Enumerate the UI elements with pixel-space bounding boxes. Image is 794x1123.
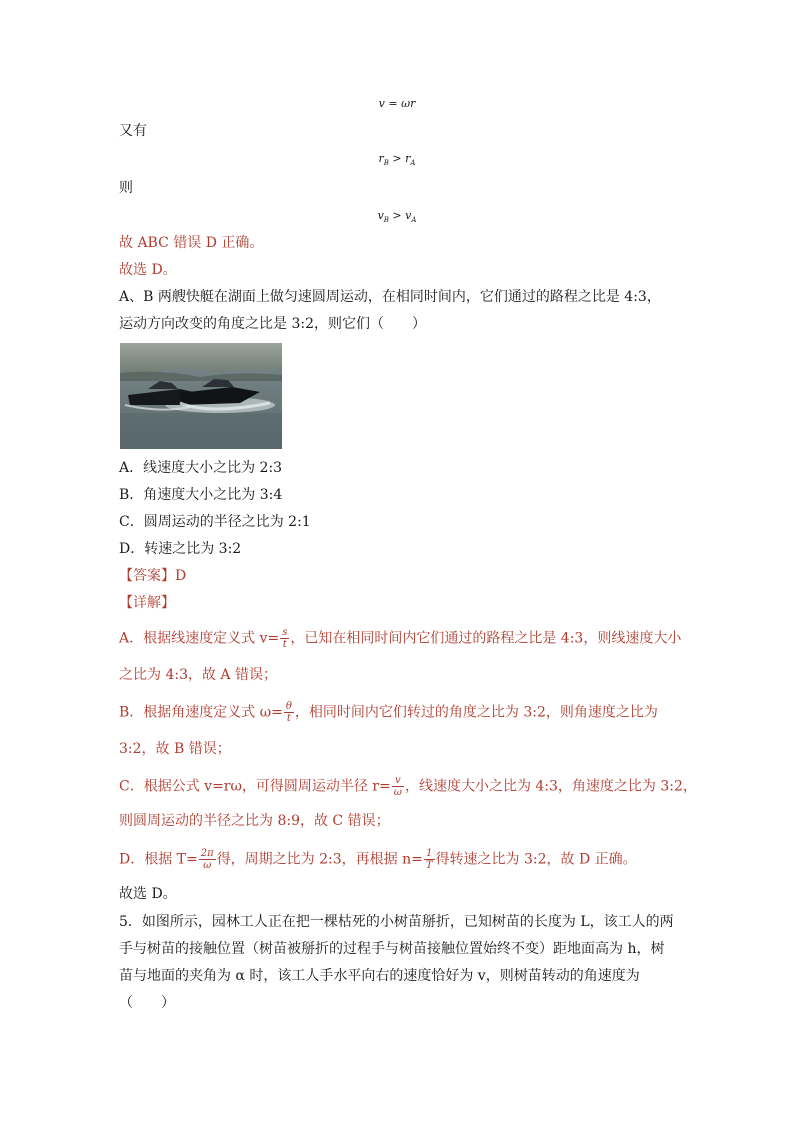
- formula-v-omega-r: v = ωr: [378, 97, 416, 110]
- q4-explain-b-line1: B．根据角速度定义式 ω= $\frac{\theta}{t}$ ，相同时间内它们转过的角度之比为 3:2，则角速度之比为: [119, 701, 658, 724]
- q4-option-c: C．圆周运动的半径之比为 2:1: [119, 514, 311, 530]
- q4-explain-a-line2: 之比为 4:3，故 A 错误；: [119, 667, 277, 683]
- fraction-v-over-omega: $\frac{v}{\omega}$: [393, 775, 402, 798]
- q4-explain-b-line2: 3:2，故 B 错误；: [119, 741, 231, 757]
- formula-rb-gt-ra: $r_B > r_A$: [378, 152, 416, 168]
- fraction-theta-over-t: $\frac{\theta}{t}$: [285, 701, 292, 724]
- q4-line2: 运动方向改变的角度之比是 3:2，则它们（ ）: [119, 316, 426, 332]
- fraction-1-over-t: $\frac{1}{T}$: [425, 848, 433, 871]
- prev-choose: 故选 D。: [119, 262, 177, 278]
- speedboats-photo: [120, 343, 282, 449]
- q4-choose: 故选 D。: [119, 886, 177, 902]
- q5-line2: 手与树苗的接触位置（树苗被掰折的过程手与树苗接触位置始终不变）距地面高为 h，树: [119, 941, 665, 957]
- q4-option-a: A．线速度大小之比为 2:3: [119, 460, 283, 476]
- fraction-s-over-t: $\frac{s}{t}$: [282, 627, 288, 650]
- q4-option-b: B．角速度大小之比为 3:4: [119, 487, 283, 503]
- q5-line3: 苗与地面的夹角为 α 时，该工人手水平向右的速度恰好为 v，则树苗转动的角速度为: [119, 968, 640, 984]
- prev-conclusion: 故 ABC 错误 D 正确。: [119, 235, 264, 251]
- q4-line1: A、B 两艘快艇在湖面上做匀速圆周运动，在相同时间内，它们通过的路程之比是 4:3，: [119, 289, 661, 305]
- q4-explain-d-line1: D．根据 T= $\frac{2\pi}{\omega}$ 得，周期之比为 2:3，再根据 n= $\frac{1}{T}$ 得转速之比为 3:2，故 D 正确。: [119, 848, 637, 871]
- q4-explain-c-line1: C．根据公式 v=rω，可得圆周运动半径 r= $\frac{v}{\omega}$ ，线速度大小之比为 4:3，角速度之比为 3:2，: [119, 775, 697, 798]
- formula-vb-gt-va: $v_B > v_A$: [377, 209, 417, 225]
- q4-answer: 【答案】D: [119, 568, 187, 584]
- q4-detail-heading: 【详解】: [119, 595, 175, 611]
- q4-option-d: D．转速之比为 3:2: [119, 541, 242, 557]
- text-then: 则: [119, 180, 133, 196]
- fraction-2pi-over-omega: $\frac{2\pi}{\omega}$: [200, 848, 214, 871]
- q5-line4: （ ）: [119, 995, 175, 1011]
- q4-explain-c-line2: 则圆周运动的半径之比为 8:9，故 C 错误；: [119, 813, 390, 829]
- q4-explain-a-line1: A．根据线速度定义式 v= $\frac{s}{t}$ ，已知在相同时间内它们通过的路程之比是 4:3，则线速度大小: [119, 627, 682, 650]
- q5-line1: 5．如图所示，园林工人正在把一棵枯死的小树苗掰折，已知树苗的长度为 L，该工人的两: [119, 914, 674, 930]
- text-again: 又有: [119, 123, 147, 139]
